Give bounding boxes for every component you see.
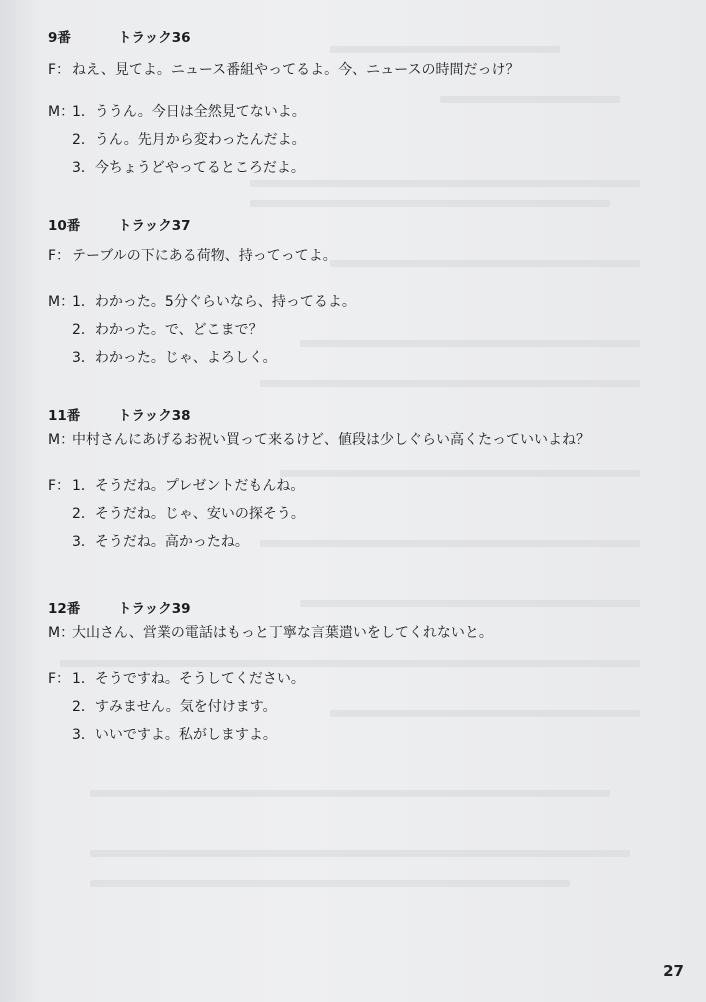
option-line	[48, 344, 648, 372]
problem-number: 12番	[48, 601, 81, 617]
option-text: 1．そうだね。プレゼントだもんね。	[72, 478, 305, 494]
problem-12	[48, 597, 648, 749]
option-text: 1．そうですね。そうしてください。	[72, 671, 305, 687]
problem-10	[48, 214, 648, 372]
page-number: 27	[663, 962, 684, 980]
show-through-text	[90, 850, 630, 857]
option-text: 1．ううん。今日は全然見てないよ。	[72, 104, 306, 120]
speaker-label: F：	[48, 671, 71, 687]
option-line	[48, 721, 648, 749]
option-line	[48, 693, 648, 721]
speaker-label: F：	[48, 62, 71, 78]
prompt-line	[48, 426, 648, 454]
speaker-label: M：	[48, 432, 75, 448]
option-line	[48, 154, 648, 182]
problem-number: 10番	[48, 218, 81, 234]
show-through-text	[90, 880, 570, 887]
option-text: 3．わかった。じゃ、よろしく。	[72, 350, 277, 366]
option-text: 2．そうだね。じゃ、安いの探そう。	[72, 506, 305, 522]
problem-number: 11番	[48, 408, 81, 424]
option-text: 2．うん。先月から変わったんだよ。	[72, 132, 306, 148]
problem-header	[48, 404, 648, 424]
option-line	[48, 288, 648, 316]
option-line	[48, 665, 648, 693]
option-line	[48, 500, 648, 528]
speaker-label: F：	[48, 248, 71, 264]
track-label: トラック38	[118, 408, 191, 424]
show-through-text	[250, 200, 610, 207]
option-text: 2．すみません。気を付けます。	[72, 699, 277, 715]
option-line	[48, 528, 648, 556]
problem-9	[48, 26, 648, 182]
prompt-text: 大山さん、営業の電話はもっと丁寧な言葉遣いをしてくれないと。	[72, 625, 493, 641]
prompt-line	[48, 242, 648, 270]
problem-number: 9番	[48, 30, 71, 46]
problem-11	[48, 404, 648, 556]
prompt-text: ねえ、見てよ。ニュース番組やってるよ。今、ニュースの時間だっけ？	[72, 62, 520, 78]
speaker-label: F：	[48, 478, 71, 494]
show-through-text	[90, 790, 610, 797]
track-label: トラック37	[118, 218, 191, 234]
show-through-text	[260, 380, 640, 387]
prompt-text: テーブルの下にある荷物、持ってってよ。	[72, 248, 337, 264]
option-line	[48, 316, 648, 344]
option-text: 2．わかった。で、どこまで？	[72, 322, 263, 338]
problem-header	[48, 214, 648, 234]
option-text: 3．そうだね。高かったね。	[72, 534, 249, 550]
option-line	[48, 472, 648, 500]
speaker-label: M：	[48, 294, 75, 310]
problem-header	[48, 26, 648, 46]
speaker-label: M：	[48, 625, 75, 641]
prompt-line	[48, 619, 648, 647]
prompt-text: 中村さんにあげるお祝い買って来るけど、値段は少しぐらい高くたっていいよね？	[72, 432, 590, 448]
problem-header	[48, 597, 648, 617]
track-label: トラック36	[118, 30, 191, 46]
option-text: 3．今ちょうどやってるところだよ。	[72, 160, 305, 176]
option-text: 3．いいですよ。私がしますよ。	[72, 727, 277, 743]
option-text: 1．わかった。5分ぐらいなら、持ってるよ。	[72, 294, 356, 310]
option-line	[48, 98, 648, 126]
speaker-label: M：	[48, 104, 75, 120]
track-label: トラック39	[118, 601, 191, 617]
prompt-line	[48, 56, 648, 84]
option-line	[48, 126, 648, 154]
